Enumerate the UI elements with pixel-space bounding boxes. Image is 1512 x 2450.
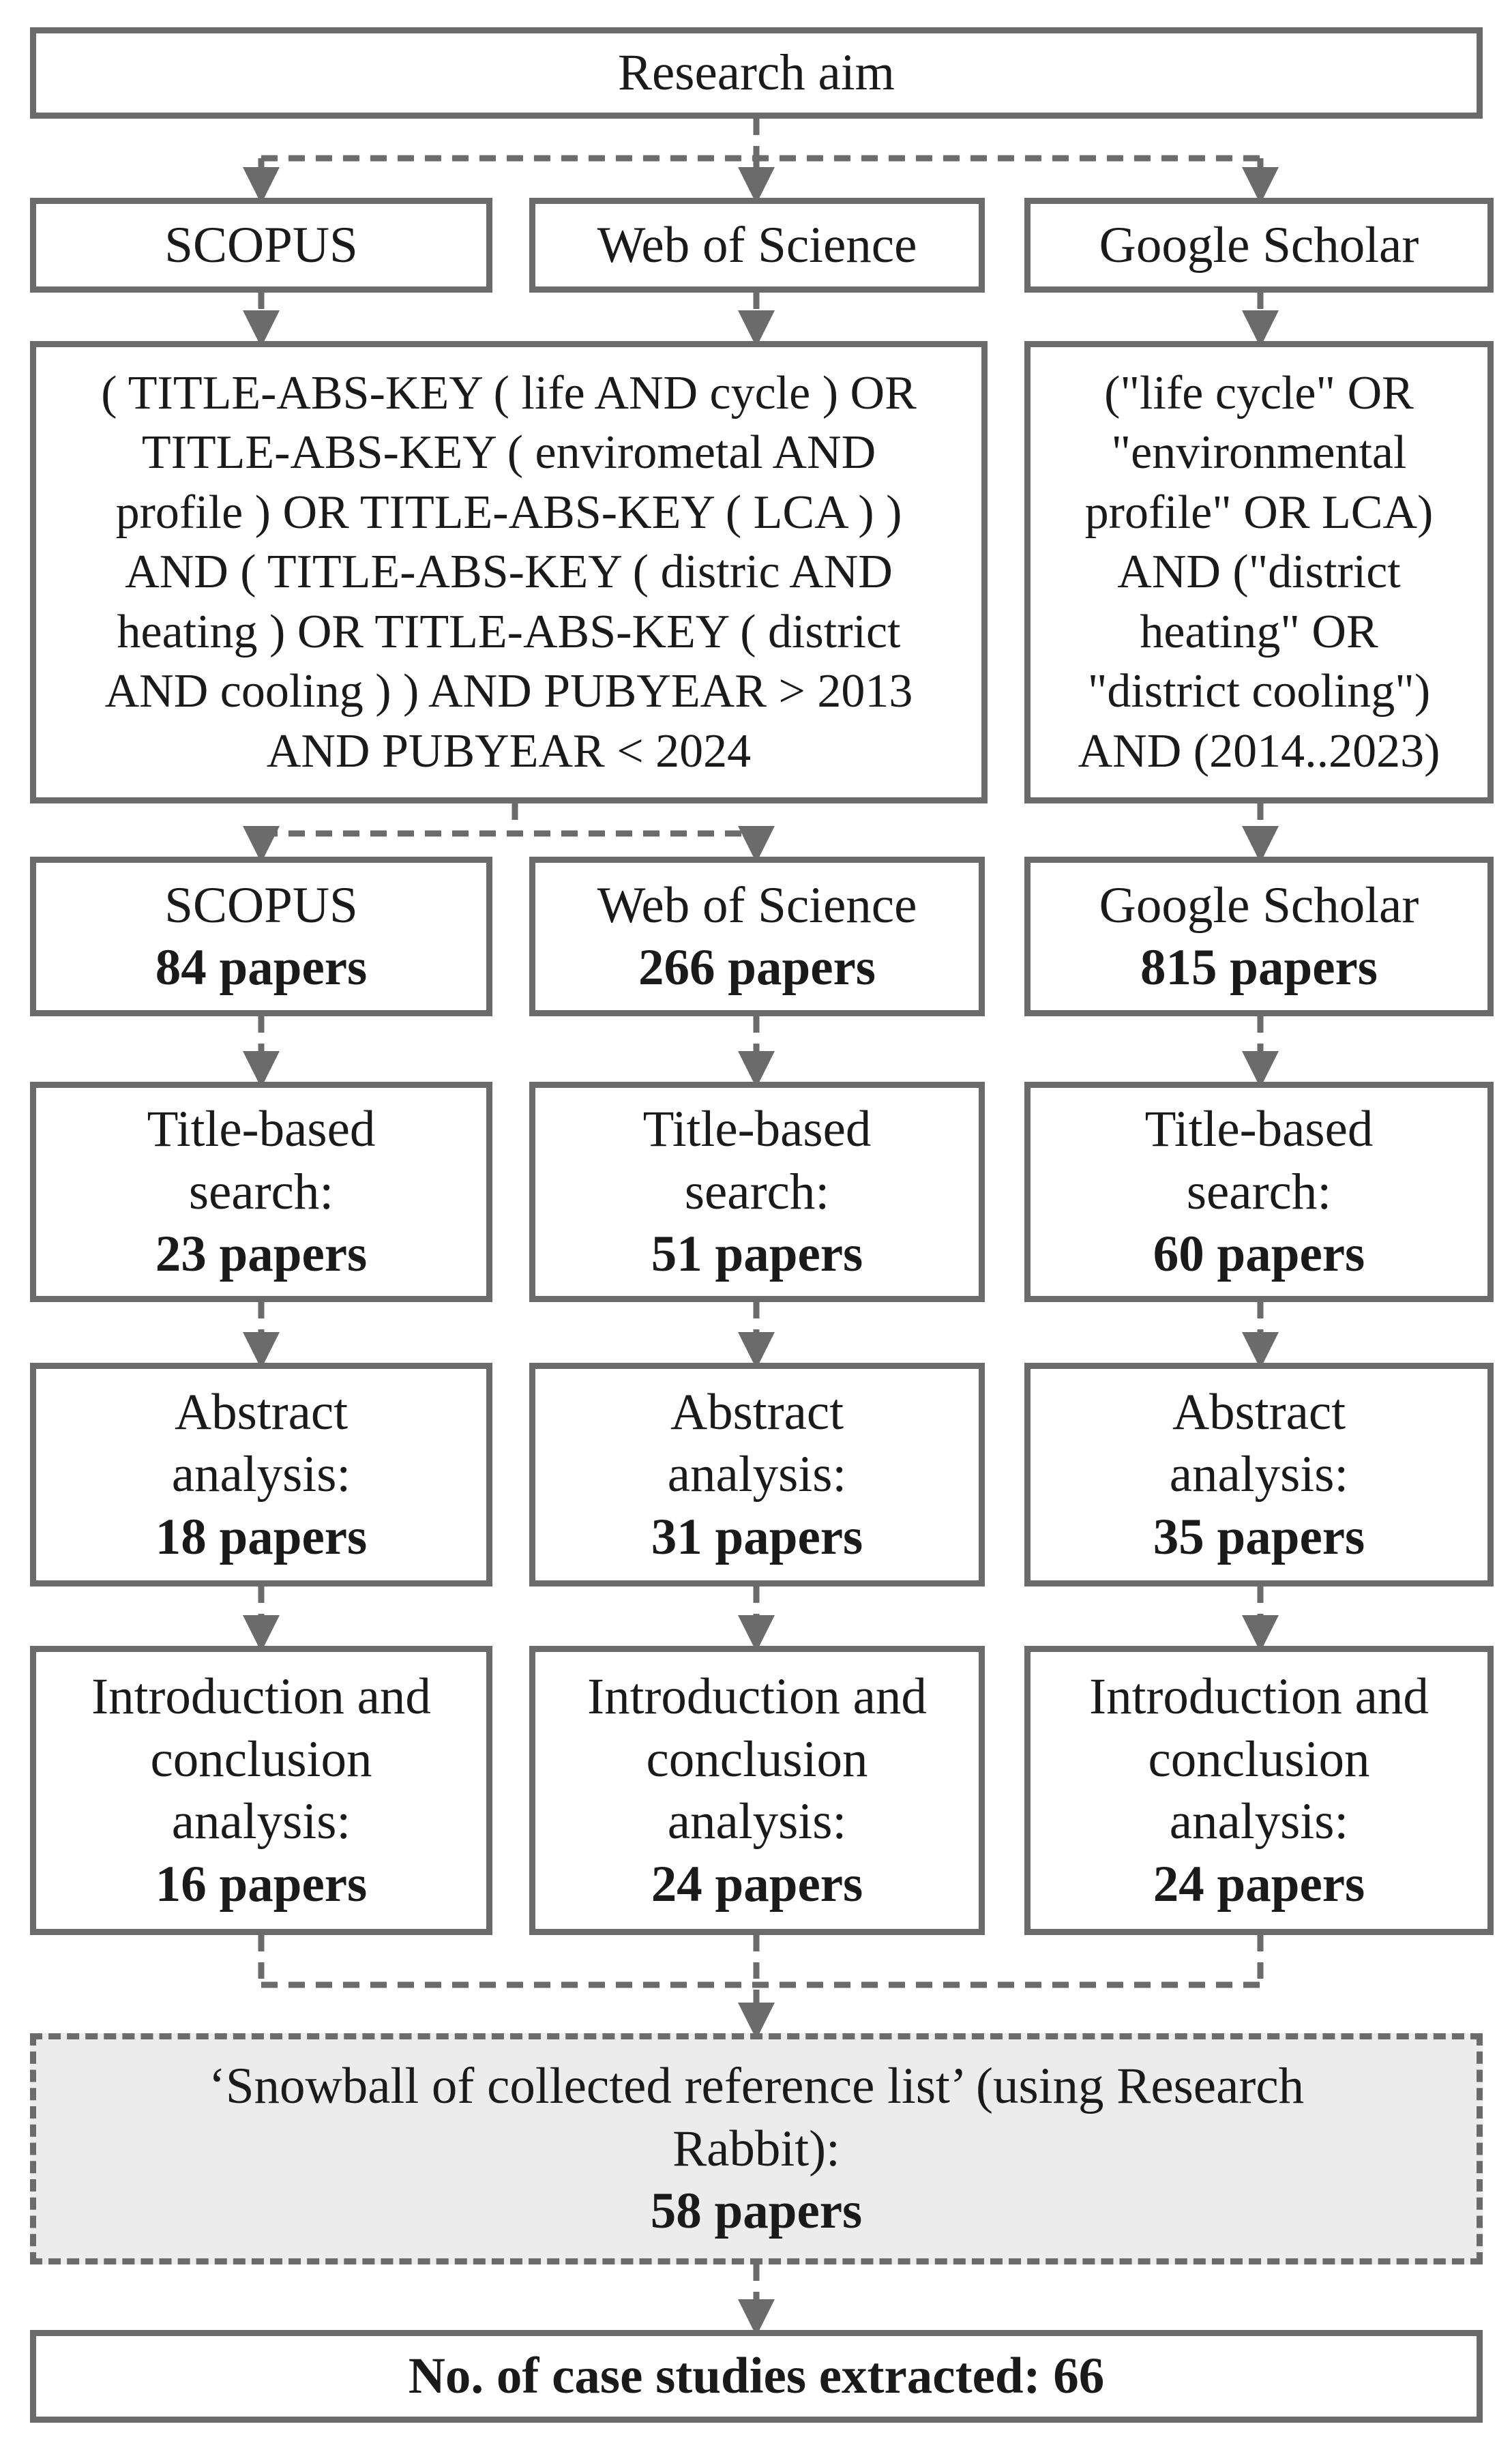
abstract-stage-box-scopus [30,1363,492,1586]
query-line: ("life cycle" OR [1104,366,1414,419]
stage-label: conclusion [646,1730,868,1788]
query-line: "environmental [1111,426,1407,479]
stage-count: 60 papers [1153,1226,1365,1283]
results-box-web-of-science [529,857,985,1016]
stage-label: search: [188,1163,334,1220]
query-line: AND cooling ) ) AND PUBYEAR > 2013 [104,665,913,718]
stage-label: conclusion [1148,1730,1370,1788]
query-line: "district cooling") [1087,665,1431,718]
query-line: AND (2014..2023) [1078,724,1440,778]
abstract-stage-box-google-scholar [1024,1363,1494,1586]
source-label-google-scholar: Google Scholar [1099,216,1419,274]
query-line: AND ("district [1117,546,1401,599]
intro-stage-box-web-of-science [529,1646,985,1935]
stage-count: 24 papers [1153,1855,1365,1913]
query-line: AND ( TITLE-ABS-KEY ( distric AND [125,546,893,599]
stage-count: 31 papers [651,1508,863,1565]
stage-count: 51 papers [651,1226,863,1283]
snowball-count: 58 papers [650,2183,863,2240]
stage-count: 16 papers [155,1855,368,1913]
title-stage-box-scopus [30,1082,492,1302]
source-label-web-of-science: Web of Science [597,216,917,274]
abstract-stage-box-web-of-science [529,1363,985,1586]
results-source-label: Google Scholar [1099,876,1419,934]
query-box-google-scholar [1024,341,1494,803]
results-count: 84 papers [155,939,368,996]
results-source-label: SCOPUS [164,876,358,934]
query-line: profile" OR LCA) [1084,486,1434,539]
query-line: profile ) OR TITLE-ABS-KEY ( LCA ) ) [115,486,902,539]
results-box-google-scholar [1024,857,1494,1016]
final-result-box [30,2330,1483,2423]
stage-label: Title-based [1144,1101,1374,1158]
stage-label: Title-based [642,1101,872,1158]
stage-label: Abstract [670,1383,844,1441]
stage-count: 23 papers [155,1226,368,1283]
source-box-web-of-science [529,198,985,293]
stage-label: analysis: [1169,1793,1349,1850]
stage-label: analysis: [1169,1446,1349,1503]
stage-label: analysis: [171,1793,351,1850]
stage-label: analysis: [171,1446,351,1503]
stage-label: search: [684,1163,830,1220]
query-line: ( TITLE-ABS-KEY ( life AND cycle ) OR [101,366,917,419]
stage-label: conclusion [150,1730,372,1788]
stage-count: 18 papers [155,1508,368,1565]
stage-label: Abstract [174,1383,349,1441]
title-stage-box-web-of-science [529,1082,985,1302]
source-box-google-scholar [1024,198,1494,293]
snowball-label: ‘Snowball of collected reference list’ (using Research [208,2058,1305,2115]
stage-label: Introduction and [91,1668,431,1725]
final-result-label: No. of case studies extracted: 66 [408,2348,1105,2405]
stage-label: analysis: [667,1793,847,1850]
source-box-scopus [30,198,492,293]
results-box-scopus [30,857,492,1016]
stage-count: 24 papers [651,1855,863,1913]
query-box-scopus-wos [30,341,988,803]
stage-label: analysis: [667,1446,847,1503]
query-line: TITLE-ABS-KEY ( envirometal AND [141,426,876,479]
snowball-box [30,2033,1483,2264]
query-line: AND PUBYEAR < 2024 [266,724,752,778]
research-aim-box [30,27,1483,119]
results-count: 815 papers [1140,939,1378,996]
snowball-label: Rabbit): [672,2120,840,2177]
results-count: 266 papers [638,939,876,996]
research-aim-label: Research aim [617,44,895,102]
title-stage-box-google-scholar [1024,1082,1494,1302]
results-source-label: Web of Science [597,876,917,934]
source-label-scopus: SCOPUS [164,216,358,274]
stage-count: 35 papers [1153,1508,1365,1565]
stage-label: search: [1186,1163,1332,1220]
stage-label: Abstract [1172,1383,1346,1441]
stage-label: Introduction and [587,1668,927,1725]
query-line: heating ) OR TITLE-ABS-KEY ( district [117,605,901,658]
query-line: heating" OR [1140,605,1378,658]
intro-stage-box-google-scholar [1024,1646,1494,1935]
intro-stage-box-scopus [30,1646,492,1935]
stage-label: Title-based [147,1101,376,1158]
stage-label: Introduction and [1089,1668,1429,1725]
